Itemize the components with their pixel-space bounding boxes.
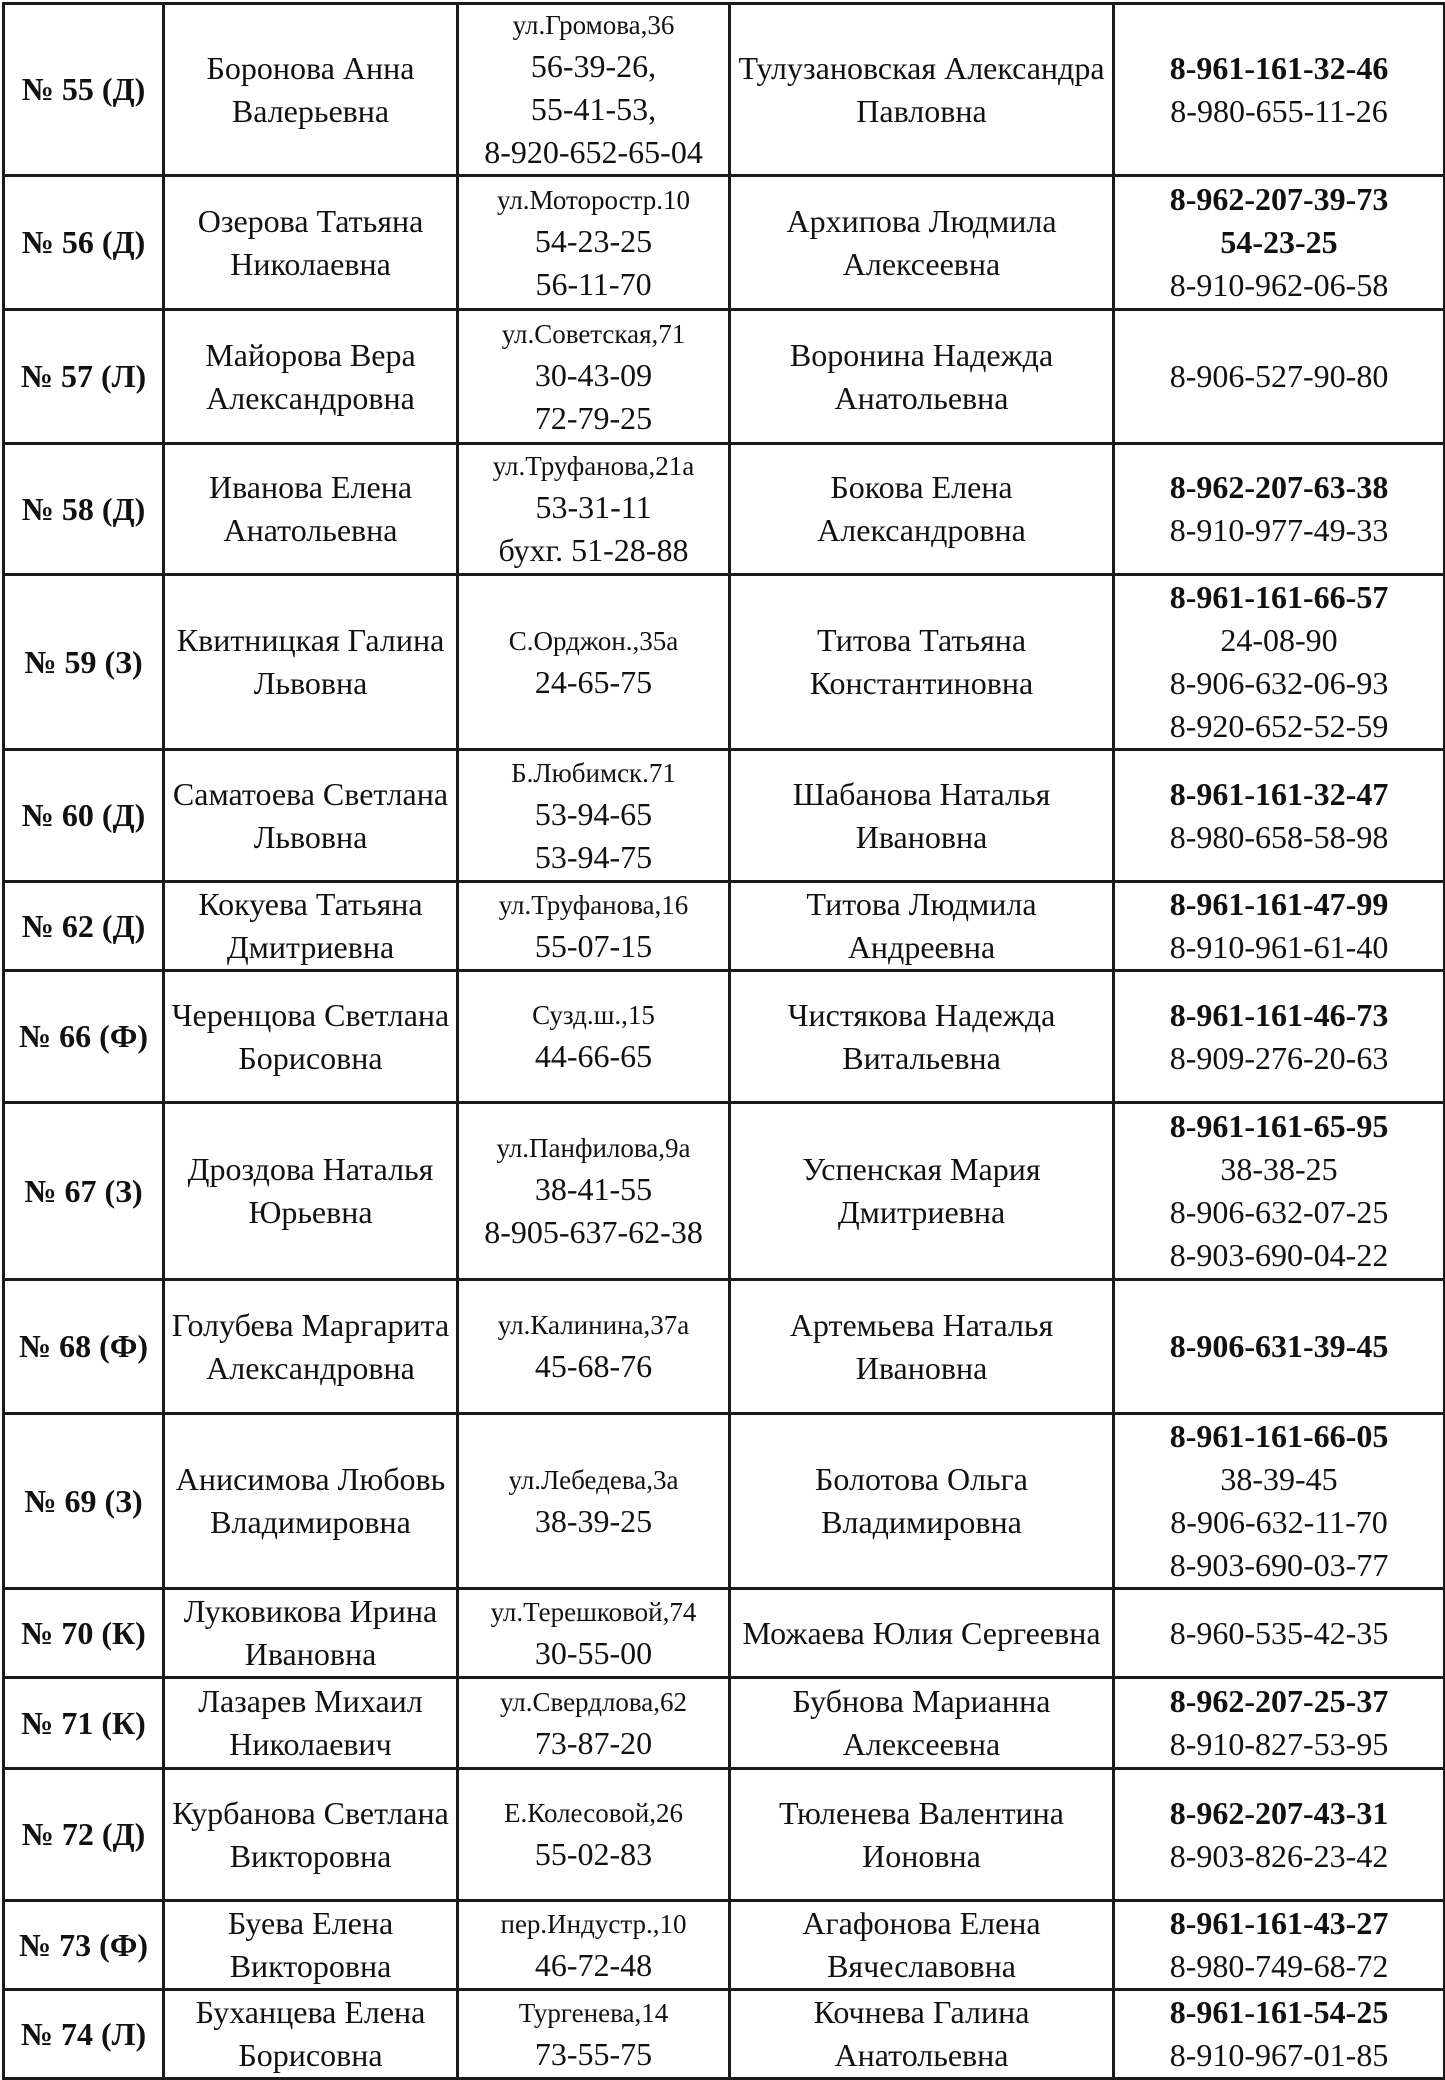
table-row bbox=[4, 4, 1445, 176]
kindergarten-number: № 68 (Ф) bbox=[4, 1280, 164, 1414]
office-phone: 8-905-637-62-38 bbox=[484, 1214, 703, 1250]
office-phone: 53-94-65 bbox=[534, 795, 653, 832]
kindergarten-number: № 67 (З) bbox=[4, 1103, 164, 1280]
kindergarten-number: № 62 (Д) bbox=[4, 882, 164, 971]
contact-phone: 8-962-207-25-37 bbox=[1169, 1683, 1389, 1719]
kindergarten-number: № 57 (Л) bbox=[4, 310, 164, 444]
office-phone: 44-66-65 bbox=[534, 1038, 653, 1074]
office-phone: 73-55-75 bbox=[534, 2035, 653, 2072]
office-phone: 56-11-70 bbox=[535, 265, 652, 302]
contacts-table-body bbox=[4, 4, 1445, 2079]
address-cell bbox=[458, 575, 730, 750]
contact-phone: 8-980-749-68-72 bbox=[1169, 1948, 1389, 1984]
office-phone: 30-55-00 bbox=[534, 1634, 653, 1671]
contact-name: Чистякова Надежда Витальевна bbox=[730, 971, 1114, 1103]
contact-phone: 8-903-690-04-22 bbox=[1169, 1237, 1389, 1273]
contact-phone: 8-910-967-01-85 bbox=[1169, 2037, 1389, 2073]
contact-phone: 24-08-90 bbox=[1220, 622, 1338, 658]
kindergarten-number: № 59 (З) bbox=[4, 575, 164, 750]
table-row bbox=[4, 1103, 1445, 1280]
contact-phone: 8-961-161-65-95 bbox=[1169, 1108, 1389, 1144]
contact-phones-cell bbox=[1114, 1990, 1445, 2079]
contact-phones-cell bbox=[1114, 1589, 1445, 1678]
street-address: ул.Калинина,37а bbox=[497, 1310, 690, 1340]
kindergarten-number: № 71 (К) bbox=[4, 1678, 164, 1769]
contact-phones-cell bbox=[1114, 4, 1445, 176]
contact-phone: 8-961-161-66-57 bbox=[1169, 579, 1389, 615]
street-address: ул.Лебедева,3а bbox=[508, 1464, 679, 1495]
office-phone: 45-68-76 bbox=[534, 1348, 653, 1384]
contact-name: Бубнова Марианна Алексеевна bbox=[730, 1678, 1114, 1769]
contact-phone: 8-906-631-39-45 bbox=[1169, 1328, 1389, 1364]
office-phone: 30-43-09 bbox=[534, 356, 653, 393]
kindergarten-number: № 60 (Д) bbox=[4, 750, 164, 882]
contact-phone: 8-961-161-47-99 bbox=[1169, 886, 1389, 922]
contact-phones-cell bbox=[1114, 575, 1445, 750]
office-phone: 24-65-75 bbox=[534, 663, 653, 700]
kindergarten-number: № 55 (Д) bbox=[4, 4, 164, 176]
address-cell bbox=[458, 1678, 730, 1769]
table-row bbox=[4, 310, 1445, 444]
office-phone: 55-07-15 bbox=[534, 927, 653, 964]
address-cell bbox=[458, 1589, 730, 1678]
office-phone: 56-39-26, bbox=[530, 48, 657, 84]
contact-phones-cell bbox=[1114, 1103, 1445, 1280]
contact-phones-cell bbox=[1114, 1769, 1445, 1901]
head-name: Саматоева Светлана Львовна bbox=[164, 750, 458, 882]
head-name: Анисимова Любовь Владимировна bbox=[164, 1414, 458, 1589]
contact-name: Титова Людмила Андреевна bbox=[730, 882, 1114, 971]
head-name: Дроздова Наталья Юрьевна bbox=[164, 1103, 458, 1280]
table-row bbox=[4, 882, 1445, 971]
street-address: ул.Панфилова,9а bbox=[496, 1133, 691, 1163]
contact-phones-cell bbox=[1114, 1414, 1445, 1589]
office-phone: бухг. 51-28-88 bbox=[498, 532, 689, 568]
contact-phone: 8-980-658-58-98 bbox=[1169, 818, 1389, 855]
contact-name: Титова Татьяна Константиновна bbox=[730, 575, 1114, 750]
contact-name: Можаева Юлия Сергеевна bbox=[730, 1589, 1114, 1678]
contact-phone: 8-961-161-32-47 bbox=[1169, 775, 1389, 812]
contact-phone: 8-961-161-43-27 bbox=[1169, 1905, 1389, 1941]
contact-name: Агафонова Елена Вячеславовна bbox=[730, 1901, 1114, 1990]
contact-phone: 38-39-45 bbox=[1220, 1461, 1338, 1497]
table-row bbox=[4, 1678, 1445, 1769]
kindergarten-number: № 73 (Ф) bbox=[4, 1901, 164, 1990]
contact-phone: 8-960-535-42-35 bbox=[1169, 1614, 1389, 1651]
head-name: Озерова Татьяна Николаевна bbox=[164, 176, 458, 310]
contact-phones-cell bbox=[1114, 882, 1445, 971]
street-address: Сузд.ш.,15 bbox=[532, 1000, 655, 1030]
table-row bbox=[4, 1769, 1445, 1901]
contacts-table bbox=[2, 2, 1445, 2080]
contact-phone: 8-961-161-54-25 bbox=[1169, 1994, 1389, 2030]
contact-phones-cell bbox=[1114, 1678, 1445, 1769]
contact-name: Болотова Ольга Владимировна bbox=[730, 1414, 1114, 1589]
street-address: Тургенева,14 bbox=[518, 1997, 669, 2028]
contact-phones-cell bbox=[1114, 176, 1445, 310]
contact-name: Бокова Елена Александровна bbox=[730, 444, 1114, 575]
contact-phone: 8-903-690-03-77 bbox=[1169, 1547, 1389, 1583]
head-name: Луковикова Ирина Ивановна bbox=[164, 1589, 458, 1678]
contact-name: Архипова Людмила Алексеевна bbox=[730, 176, 1114, 310]
street-address: Б.Любимск.71 bbox=[511, 757, 676, 788]
street-address: ул.Моторостр.10 bbox=[497, 184, 690, 215]
contact-name: Шабанова Наталья Ивановна bbox=[730, 750, 1114, 882]
office-phone: 55-41-53, bbox=[530, 91, 657, 127]
office-phone: 46-72-48 bbox=[534, 1946, 653, 1983]
contact-name: Воронина Надежда Анатольевна bbox=[730, 310, 1114, 444]
office-phone: 38-41-55 bbox=[534, 1171, 653, 1207]
contact-phone: 8-910-827-53-95 bbox=[1169, 1726, 1389, 1762]
table-row bbox=[4, 1280, 1445, 1414]
head-name: Кокуева Татьяна Дмитриевна bbox=[164, 882, 458, 971]
table-row bbox=[4, 1589, 1445, 1678]
contact-phone: 8-961-161-32-46 bbox=[1169, 49, 1389, 86]
office-phone: 54-23-25 bbox=[534, 222, 653, 259]
head-name: Черенцова Светлана Борисовна bbox=[164, 971, 458, 1103]
table-row bbox=[4, 1901, 1445, 1990]
contact-phones-cell bbox=[1114, 1901, 1445, 1990]
head-name: Иванова Елена Анатольевна bbox=[164, 444, 458, 575]
contact-phone: 8-961-161-46-73 bbox=[1169, 996, 1389, 1033]
table-row bbox=[4, 444, 1445, 575]
contact-name: Успенская Мария Дмитриевна bbox=[730, 1103, 1114, 1280]
street-address: Е.Колесовой,26 bbox=[504, 1798, 683, 1828]
head-name: Квитницкая Галина Львовна bbox=[164, 575, 458, 750]
address-cell bbox=[458, 1103, 730, 1280]
office-phone: 72-79-25 bbox=[534, 399, 653, 436]
contact-phones-cell bbox=[1114, 750, 1445, 882]
head-name: Лазарев Михаил Николаевич bbox=[164, 1678, 458, 1769]
contact-phone: 8-962-207-39-73 bbox=[1169, 181, 1389, 217]
address-cell bbox=[458, 971, 730, 1103]
head-name: Курбанова Светлана Викторовна bbox=[164, 1769, 458, 1901]
address-cell bbox=[458, 1990, 730, 2079]
street-address: ул.Свердлова,62 bbox=[499, 1686, 688, 1717]
table-row bbox=[4, 971, 1445, 1103]
table-row bbox=[4, 575, 1445, 750]
contact-phone: 8-910-977-49-33 bbox=[1169, 512, 1389, 548]
table-row bbox=[4, 1990, 1445, 2079]
contact-phones-cell bbox=[1114, 310, 1445, 444]
office-phone: 38-39-25 bbox=[534, 1502, 653, 1539]
address-cell bbox=[458, 750, 730, 882]
address-cell bbox=[458, 1901, 730, 1990]
contact-phone: 8-962-207-43-31 bbox=[1169, 1794, 1389, 1831]
contact-phones-cell bbox=[1114, 444, 1445, 575]
address-cell bbox=[458, 4, 730, 176]
kindergarten-number: № 74 (Л) bbox=[4, 1990, 164, 2079]
office-phone: 73-87-20 bbox=[534, 1724, 653, 1761]
kindergarten-number: № 56 (Д) bbox=[4, 176, 164, 310]
contact-phones-cell bbox=[1114, 1280, 1445, 1414]
contact-phone: 54-23-25 bbox=[1220, 224, 1338, 260]
address-cell bbox=[458, 444, 730, 575]
street-address: ул.Громова,36 bbox=[512, 10, 675, 40]
contact-phone: 8-909-276-20-63 bbox=[1169, 1039, 1389, 1076]
contact-phone: 38-38-25 bbox=[1220, 1151, 1338, 1187]
office-phone: 53-31-11 bbox=[535, 489, 652, 525]
address-cell bbox=[458, 1280, 730, 1414]
street-address: пер.Индустр.,10 bbox=[500, 1908, 687, 1939]
contact-phones-cell bbox=[1114, 971, 1445, 1103]
office-phone: 53-94-75 bbox=[534, 838, 653, 875]
table-row bbox=[4, 1414, 1445, 1589]
contact-phone: 8-910-961-61-40 bbox=[1169, 929, 1389, 965]
address-cell bbox=[458, 176, 730, 310]
kindergarten-number: № 66 (Ф) bbox=[4, 971, 164, 1103]
contact-phone: 8-920-652-52-59 bbox=[1169, 708, 1389, 744]
contact-name: Кочнева Галина Анатольевна bbox=[730, 1990, 1114, 2079]
street-address: ул.Труфанова,16 bbox=[498, 889, 689, 920]
contact-phone: 8-962-207-63-38 bbox=[1169, 469, 1389, 505]
kindergarten-number: № 72 (Д) bbox=[4, 1769, 164, 1901]
street-address: ул.Труфанова,21а bbox=[492, 451, 695, 481]
contact-name: Тюленева Валентина Ионовна bbox=[730, 1769, 1114, 1901]
contact-phone: 8-906-632-06-93 bbox=[1169, 665, 1389, 701]
head-name: Буева Елена Викторовна bbox=[164, 1901, 458, 1990]
office-phone: 55-02-83 bbox=[534, 1836, 653, 1872]
contact-phone: 8-980-655-11-26 bbox=[1170, 92, 1388, 129]
head-name: Буханцева Елена Борисовна bbox=[164, 1990, 458, 2079]
head-name: Майорова Вера Александровна bbox=[164, 310, 458, 444]
contact-phone: 8-961-161-66-05 bbox=[1169, 1418, 1389, 1454]
contact-phone: 8-910-962-06-58 bbox=[1169, 267, 1389, 303]
contact-name: Тулузановская Александра Павловна bbox=[730, 4, 1114, 176]
street-address: ул.Терешковой,74 bbox=[490, 1596, 697, 1627]
address-cell bbox=[458, 1414, 730, 1589]
kindergarten-number: № 70 (К) bbox=[4, 1589, 164, 1678]
street-address: С.Орджон.,35а bbox=[508, 625, 679, 656]
table-row bbox=[4, 750, 1445, 882]
office-phone: 8-920-652-65-04 bbox=[484, 134, 703, 170]
kindergarten-number: № 58 (Д) bbox=[4, 444, 164, 575]
contact-name: Артемьева Наталья Ивановна bbox=[730, 1280, 1114, 1414]
contact-phone: 8-903-826-23-42 bbox=[1169, 1837, 1389, 1874]
kindergarten-number: № 69 (З) bbox=[4, 1414, 164, 1589]
address-cell bbox=[458, 882, 730, 971]
address-cell bbox=[458, 310, 730, 444]
contact-phone: 8-906-632-07-25 bbox=[1169, 1194, 1389, 1230]
contact-phone: 8-906-527-90-80 bbox=[1169, 358, 1389, 394]
head-name: Голубева Маргарита Александровна bbox=[164, 1280, 458, 1414]
street-address: ул.Советская,71 bbox=[501, 318, 686, 349]
contact-phone: 8-906-632-11-70 bbox=[1170, 1504, 1388, 1540]
table-row bbox=[4, 176, 1445, 310]
address-cell bbox=[458, 1769, 730, 1901]
head-name: Боронова Анна Валерьевна bbox=[164, 4, 458, 176]
